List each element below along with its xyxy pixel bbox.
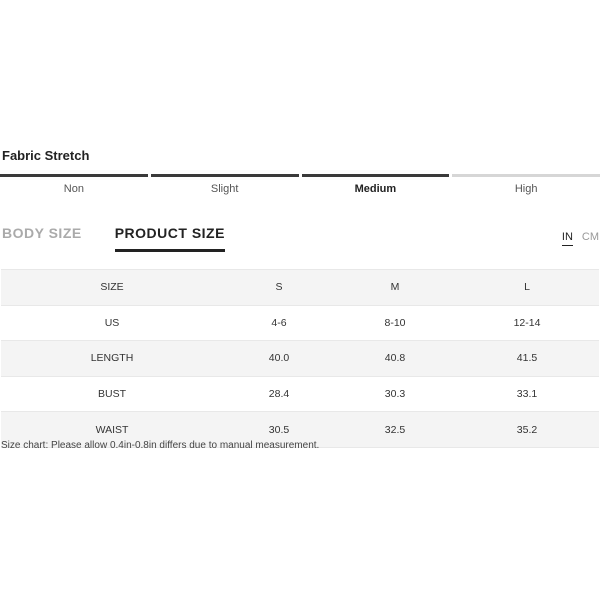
table-cell: 12-14 — [455, 305, 599, 341]
fabric-stretch-title: Fabric Stretch — [2, 148, 90, 163]
table-cell: WAIST — [1, 412, 223, 448]
table-cell: 32.5 — [335, 412, 455, 448]
stretch-level-slight — [151, 174, 299, 195]
table-cell: M — [335, 270, 455, 306]
stretch-level-medium — [302, 174, 450, 195]
table-cell: S — [223, 270, 335, 306]
table-cell: 8-10 — [335, 305, 455, 341]
table-cell: LENGTH — [1, 341, 223, 377]
table-row — [1, 270, 599, 306]
tab-body-size[interactable]: BODY SIZE — [2, 225, 82, 241]
table-cell: 40.0 — [223, 341, 335, 377]
size-table — [1, 269, 599, 448]
table-cell: 33.1 — [455, 376, 599, 412]
stretch-bar-segment — [452, 174, 600, 177]
unit-cm-button[interactable]: CM — [581, 231, 599, 243]
table-cell: 28.4 — [223, 376, 335, 412]
size-tabs — [2, 225, 225, 252]
stretch-level-label: High — [514, 183, 538, 195]
table-cell: US — [1, 305, 223, 341]
stretch-bar-segment — [0, 174, 148, 177]
stretch-level-label-selected: Medium — [354, 183, 397, 195]
table-row — [1, 341, 599, 377]
table-cell: 30.5 — [223, 412, 335, 448]
table-row — [1, 376, 599, 412]
table-cell: 4-6 — [223, 305, 335, 341]
table-cell: 41.5 — [455, 341, 599, 377]
measurement-note: Size chart: Please allow 0.4in-0.8in differs due to manual measurement. — [1, 440, 320, 451]
unit-toggle — [562, 231, 599, 246]
stretch-bar-segment — [151, 174, 299, 177]
tab-product-size[interactable]: PRODUCT SIZE — [115, 225, 225, 252]
table-cell: 30.3 — [335, 376, 455, 412]
stretch-level-high — [452, 174, 600, 195]
table-cell: 40.8 — [335, 341, 455, 377]
stretch-bar-segment — [302, 174, 450, 177]
table-cell: L — [455, 270, 599, 306]
table-cell: BUST — [1, 376, 223, 412]
table-cell: 35.2 — [455, 412, 599, 448]
stretch-level-non — [0, 174, 148, 195]
table-cell: SIZE — [1, 270, 223, 306]
table-row — [1, 305, 599, 341]
unit-in-button[interactable]: IN — [562, 231, 573, 246]
fabric-stretch-scale — [0, 174, 600, 195]
stretch-level-label: Slight — [210, 183, 239, 195]
stretch-level-label: Non — [63, 183, 84, 195]
